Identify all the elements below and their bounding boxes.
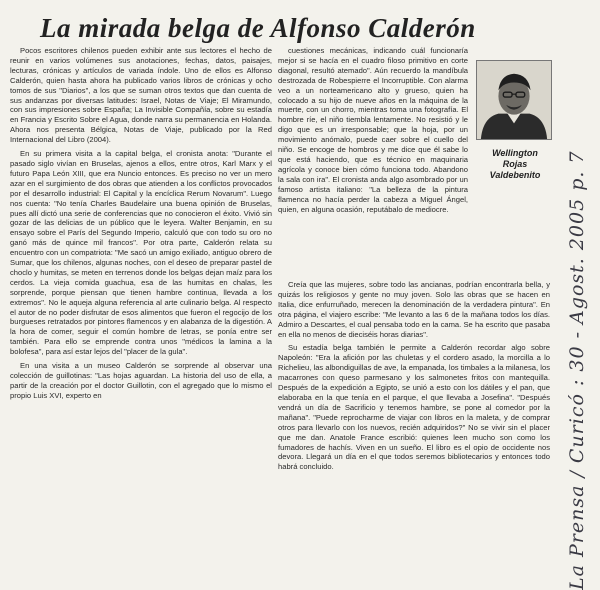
article-left-column [10, 46, 272, 582]
author-portrait-icon [477, 61, 551, 139]
article-paragraph: En su primera visita a la capital belga, el cronista anota: "Durante el pasado siglo vivían en Bruselas, ajenos a ellos, entre otros, Karl Marx y el futuro Papa León XIII, que era Nuncio entonces. Es preciso no ver un mero azar en el surgimiento de dos obras que atienden a los conflictos provocados por el desarrollo industrial: El Capital y la encíclica Rerum Novarum". Luego nos cuenta: "No tenía Charles Baudelaire una buena opinión de Bruselas, pues allí dictó una serie de conferencias que no conocieron el éxito. Vivió sin gozar de las delicias de un público que le leyera. Walter Benjamin, en su ensayo sobre el París del Segundo Imperio, calculó que con todo su oro no ganó más de quince mil francos". Por otra parte, Calderón relata su encuentro con un compatriota: "Me sacó un amigo exiliado, antiguo obrero de Sumar, que los chilenos, algunas noches, con el deseo de preparar pastel de choclo y humitas, se meten en terrenos donde los belgas dejan maíz para los cerdos. La vieja comida guachua, esa de las humitas en chalas, les sorprende, porque piensan que tienen hambre continua, llevada a los extremos". No le aqueja alguna referencia al arte culinario belga. Al respecto el autor de no poder disfrutar de esos alimentos que fueron el regocijo de los burgueses retratados por pintores flamencos y en alabanza de la digestión. A la hora de comer, seguir el común hombre de letras, se ponía entre ser también. Para ello se emprende contra unos "médicos la lamina a la bolofesa", para así estar lejos del "placer de la gula". [10, 149, 272, 357]
article-headline: La mirada belga de Alfonso Calderón [40, 13, 476, 43]
article-paragraph: Su estadía belga también le permite a Calderón recordar algo sobre Napoleón: "Era la afición por las chuletas y el cordero asado, la morcilla a lo Richelieu, las albondiguillas de ave, la empanada, los timbales a la milanesa, los macarrones con queso parmesano y los salmonetes fritos con mantequilla. Después de la expedición a Egipto, se unió a esto con los dátiles y el pan, que elaboraba en la que tenía en el parque, el que llevaba a Josefina". "Después vendrá un día de Sacrificio y tenemos hambre, se pone al comedor por la mañana". "Puede reprocharme de viajar con libros en la maleta, y de comprar otros para llevarlo con los nuevos, recién adquiridos?" No se vivir sin el placer que me dan. Anatole France escribió: quienes leen mucho son como los fumadores de hachís. Viven en un sueño. El libro es el opio de occidente nos devora. Llegará un día en el que todos seremos bibliotecarios y entonces todo habrá concluido. [278, 343, 550, 472]
article-right-column-top [278, 46, 468, 278]
article-paragraph: Pocos escritores chilenos pueden exhibir ante sus lectores el hecho de reunir en varios volúmenes sus anotaciones, fechas, datos, paisajes, lecturas, crónicas y artículos de variada índole. Uno de ellos es Alfonso Calderón, quien hasta ahora ha publicado varios libros de crónicas y ocho tomos de sus "Diarios", a los que se suman otros textos que dan cuenta de sus andanzas por diversas latitudes: Israel, Notas de Viaje; El Miramundo, con sus impresiones sobre España; La Invisible Compañía, sobre su estadía en Francia y Escrito Sobre el Agua, donde narra su permanencia en Holanda. Ahora nos presenta Bélgica, Notas de Viaje, publicado por la Red Internacional del Libro (2004). [10, 46, 272, 145]
author-name-line: Valdebenito [489, 170, 541, 180]
article-paragraph: cuestiones mecánicas, indicando cuál funcionaría mejor si se hacía en el cuadro filoso primitivo en corte diagonal, resultó atemado". Aún recuerdo la mandíbula destrozada de Robespierre el Incorruptible. Con alarma veo a un norteamericano alto y grueso, quien ha colocado a su hijo de nueve años en la máquina de la muerte, con un chorro, mientras toma una fotografía. El hombre ríe, el niño tiembla lentamente. No resistió y le digo que es un irresponsable; que la hoja, por un movimiento anómalo, puede caer sobre el cuello del niño. Se encoge de hombros y me dice que él sabe lo que está haciendo, que es técnico en maquinaria agrícola y conoce bien cómo funciona todo. Abandono la sala con ira". El cronista anda algo asombrado por un famoso artista italiano: "La belleza de la pintura flamenca no hacía perder la cabeza a Miguel Ángel, quien, en alguna ocasión, reputábalo de mediocre. [278, 46, 468, 214]
article-right-column-bottom [278, 280, 550, 582]
author-name-line: Wellington [492, 148, 538, 158]
author-name-line: Rojas [502, 159, 528, 169]
author-byline [470, 148, 560, 181]
author-photo [476, 60, 552, 140]
handwritten-source-note: La Prensa / Curicó : 30 - Agost. 2005 p. 7 [566, 150, 588, 590]
article-paragraph: En una visita a un museo Calderón se sorprende al observar una colección de guillotinas: "Las hojas aguardan. La historia del uso de ella, a partir de la creación por el doctor Guillotin, con el agregado que lo mismo el propio Luis XVI, experto en [10, 361, 272, 400]
article-paragraph: Creía que las mujeres, sobre todo las ancianas, podrían encontrarla bella, y quizás los religiosos y gente no muy joven. Solo las obras que se hacen en Italia, dice enfurruñado, merecen la denominación de la verdadera pintura". En otra página, el viajero escribe: "Me levanto a las 6 de la mañana todos los días. Admiro a Descartes, el cual pensaba todo en la cama. Se ha escrito que pasaba en ella no menos de dieciséis horas diarias". [278, 280, 550, 339]
